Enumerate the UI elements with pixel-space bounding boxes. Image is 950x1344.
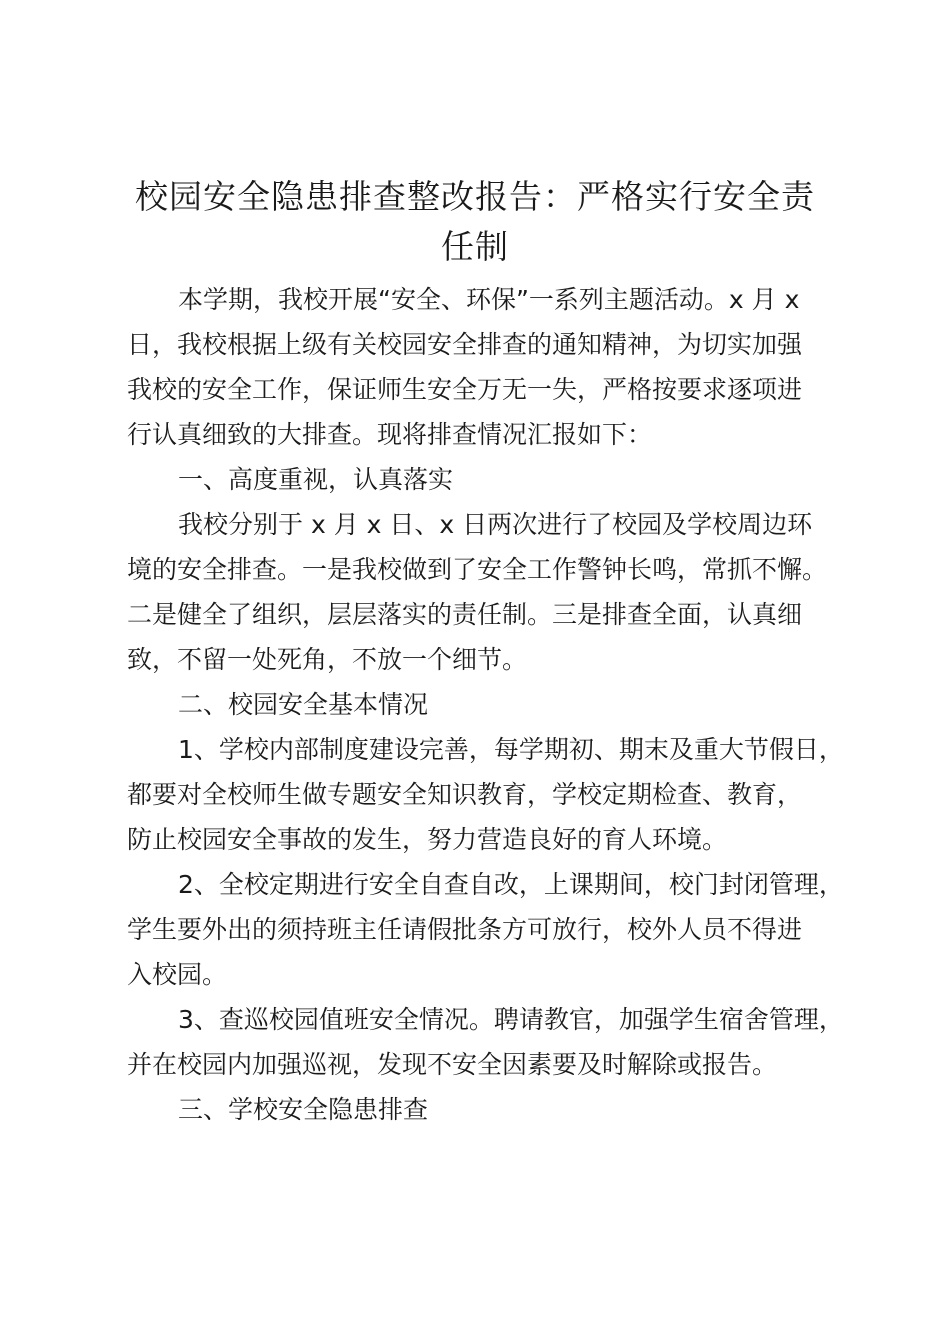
- item-3-line-1: 3、查巡校园值班安全情况。聘请教官，加强学生宿舍管理，: [178, 1005, 844, 1034]
- paragraph-intro-line-1: 本学期，我校开展“安全、环保”一系列主题活动。x 月 x: [178, 285, 800, 314]
- paragraph-section1-line-1: 我校分别于 x 月 x 日、x 日两次进行了校园及学校周边环: [178, 510, 813, 539]
- item-2-line-3: 入校园。: [127, 960, 228, 989]
- item-1-line-2: 都要对全校师生做专题安全知识教育，学校定期检查、教育，: [127, 780, 803, 809]
- paragraph-intro-line-2: 日，我校根据上级有关校园安全排查的通知精神，为切实加强: [127, 330, 803, 359]
- paragraph-section1-line-2: 境的安全排查。一是我校做到了安全工作警钟长鸣，常抓不懈。: [127, 555, 828, 584]
- document-title-line-1: 校园安全隐患排查整改报告：严格实行安全责: [135, 177, 815, 216]
- item-3-line-2: 并在校园内加强巡视，发现不安全因素要及时解除或报告。: [127, 1050, 778, 1079]
- item-2-line-1: 2、全校定期进行安全自查自改，上课期间，校门封闭管理，: [178, 870, 844, 899]
- item-1-line-3: 防止校园安全事故的发生，努力营造良好的育人环境。: [127, 825, 728, 854]
- section-heading-3: 三、学校安全隐患排查: [178, 1095, 429, 1124]
- paragraph-intro-line-3: 我校的安全工作，保证师生安全万无一失，严格按要求逐项进: [127, 375, 803, 404]
- paragraph-section1-line-4: 致，不留一处死角，不放一个细节。: [127, 645, 528, 674]
- section-heading-2: 二、校园安全基本情况: [178, 690, 429, 719]
- item-2-line-2: 学生要外出的须持班主任请假批条方可放行，校外人员不得进: [127, 915, 803, 944]
- paragraph-section1-line-3: 二是健全了组织，层层落实的责任制。三是排查全面，认真细: [127, 600, 803, 629]
- paragraph-intro-line-4: 行认真细致的大排查。现将排查情况汇报如下：: [127, 420, 653, 449]
- section-heading-1: 一、高度重视，认真落实: [178, 465, 454, 494]
- document-title-line-2: 任制: [441, 227, 509, 266]
- item-1-line-1: 1、学校内部制度建设完善，每学期初、期末及重大节假日，: [178, 735, 844, 764]
